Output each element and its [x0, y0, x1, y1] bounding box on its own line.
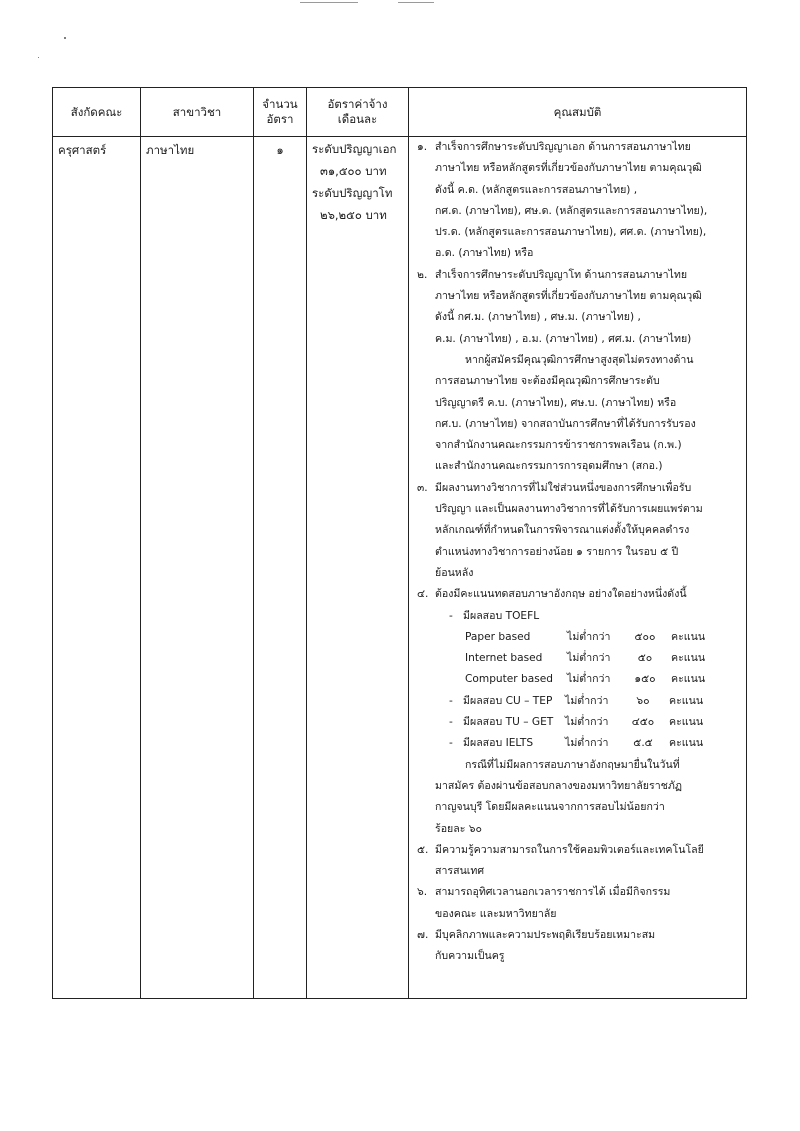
qualification-item-4: [415, 584, 740, 840]
score-value: ๔๕๐: [631, 716, 655, 729]
score-unit: คะแนน: [671, 630, 706, 643]
score-label: Paper based: [465, 630, 531, 643]
text-line: ย้อนหลัง: [435, 566, 474, 579]
text-line: อ.ด. (ภาษาไทย) หรือ: [435, 247, 534, 260]
table-row: [53, 137, 747, 999]
item-number: ๑.: [417, 141, 428, 153]
salary-line: ระดับปริญญาโท: [312, 186, 393, 200]
score-row: [435, 733, 740, 754]
cell-faculty: [53, 137, 141, 999]
score-label-text: มีผลสอบ CU – TEP: [463, 694, 553, 707]
cell-salary: [307, 137, 409, 999]
score-row: [435, 712, 740, 733]
score-value: ๕๐: [637, 652, 653, 665]
text-line: ปริญญาตรี ค.บ. (ภาษาไทย), ศษ.บ. (ภาษาไทย) หรือ: [435, 396, 677, 409]
score-comparator: ไม่ต่ำกว่า: [567, 652, 611, 665]
text-line: ต้องมีคะแนนทดสอบภาษาอังกฤษ อย่างใดอย่างหนึ่งดังนี้: [435, 588, 687, 601]
header-major: สาขาวิชา: [141, 88, 254, 137]
text-line: กับความเป็นครู: [435, 950, 505, 963]
dash-bullet: -: [449, 737, 453, 750]
qualification-item-7: [415, 925, 740, 968]
text-line: ของคณะ และมหาวิทยาลัย: [435, 907, 557, 920]
scan-artifact: [300, 2, 358, 3]
score-row: [435, 648, 740, 669]
toefl-label: [435, 606, 740, 627]
header-salary-text: อัตราค่าจ้าง เดือนละ: [327, 97, 388, 126]
item-number: ๓.: [417, 481, 428, 494]
text-line: จากสำนักงานคณะกรรมการข้าราชการพลเรือน (ก.พ.): [435, 439, 682, 452]
major-value: ภาษาไทย: [146, 143, 195, 157]
dash-bullet: -: [449, 716, 453, 729]
text-line: มาสมัคร ต้องผ่านข้อสอบกลางของมหาวิทยาลัยราชภัฏ: [435, 779, 682, 792]
header-count-text: จำนวน อัตรา: [262, 97, 298, 126]
score-value: ๖๐: [636, 694, 650, 707]
table-header-row: [53, 88, 747, 137]
text-line: สำเร็จการศึกษาระดับปริญญาเอก ด้านการสอนภาษาไทย: [435, 141, 691, 153]
header-salary: [307, 88, 409, 137]
score-label-text: มีผลสอบ TU – GET: [463, 716, 554, 729]
score-comparator: ไม่ต่ำกว่า: [565, 716, 609, 729]
text-line: ร้อยละ ๖๐: [435, 822, 482, 835]
toefl-label-text: มีผลสอบ TOEFL: [463, 609, 540, 622]
item-number: ๖.: [417, 886, 428, 899]
job-qualification-table: [52, 87, 747, 999]
header-count: [254, 88, 307, 137]
score-row: [435, 691, 740, 712]
text-line: กรณีที่ไม่มีผลการสอบภาษาอังกฤษมายื่นในวันที่: [465, 758, 680, 771]
scan-artifact: [398, 2, 434, 3]
item-number: ๕.: [417, 843, 429, 856]
salary-line: ๓๑,๕๐๐ บาท: [320, 164, 387, 178]
score-comparator: ไม่ต่ำกว่า: [567, 630, 611, 643]
score-label: Computer based: [465, 673, 554, 686]
qualification-item-1: [415, 137, 740, 265]
text-line: สำเร็จการศึกษาระดับปริญญาโท ด้านการสอนภาษาไทย: [435, 268, 688, 281]
text-line: หากผู้สมัครมีคุณวุฒิการศึกษาสูงสุดไม่ตรงทางด้าน: [465, 353, 694, 366]
text-line: ดังนี้ ค.ด. (หลักสูตรและการสอนภาษาไทย) ,: [435, 183, 638, 196]
text-line: กาญจนบุรี โดยมีผลคะแนนจากการสอบไม่น้อยกว่า: [435, 801, 665, 814]
score-row: [435, 627, 740, 648]
score-label: Internet based: [465, 652, 543, 665]
text-line: กศ.ด. (ภาษาไทย), ศษ.ด. (หลักสูตรและการสอนภาษาไทย),: [435, 204, 708, 217]
text-line: หลักเกณฑ์ที่กำหนดในการพิจารณาแต่งตั้งให้บุคคลดำรง: [435, 524, 690, 537]
score-unit: คะแนน: [669, 737, 704, 750]
item-number: ๔.: [417, 588, 429, 601]
text-line: ปร.ด. (หลักสูตรและการสอนภาษาไทย), ศศ.ด. (ภาษาไทย),: [435, 226, 707, 239]
text-line: ดังนี้ กศ.ม. (ภาษาไทย) , ศษ.ม. (ภาษาไทย) ,: [435, 311, 641, 324]
qualification-list: [409, 137, 746, 968]
text-line: ค.ม. (ภาษาไทย) , อ.ม. (ภาษาไทย) , ศศ.ม. (ภาษาไทย): [435, 332, 692, 345]
text-line: มีผลงานทางวิชาการที่ไม่ใช่ส่วนหนึ่งของการศึกษาเพื่อรับ: [435, 481, 692, 494]
score-unit: คะแนน: [671, 652, 706, 665]
text-line: สามารถอุทิศเวลานอกเวลาราชการได้ เมื่อมีกิจกรรม: [435, 886, 671, 899]
dash-bullet: -: [449, 694, 453, 707]
text-line: มีบุคลิกภาพและความประพฤติเรียบร้อยเหมาะสม: [435, 928, 656, 941]
qualification-item-5: [415, 840, 740, 883]
cell-major: [141, 137, 254, 999]
scan-speck: [64, 37, 66, 39]
score-value: ๕.๕: [633, 737, 653, 750]
count-value: ๑: [276, 143, 284, 157]
text-line: ปริญญา และเป็นผลงานทางวิชาการที่ได้รับการเผยแพร่ตาม: [435, 503, 703, 516]
text-line: การสอนภาษาไทย จะต้องมีคุณวุฒิการศึกษาระดับ: [435, 375, 660, 388]
score-value: ๑๕๐: [634, 673, 656, 686]
qualification-item-2: [415, 265, 740, 478]
score-comparator: ไม่ต่ำกว่า: [565, 737, 609, 750]
score-unit: คะแนน: [671, 673, 706, 686]
score-label: [449, 733, 565, 754]
item-number: ๒.: [417, 268, 428, 281]
cell-qualifications: [409, 137, 747, 999]
text-line: ภาษาไทย หรือหลักสูตรที่เกี่ยวข้องกับภาษาไทย ตามคุณวุฒิ: [435, 162, 702, 175]
text-line: สารสนเทศ: [435, 865, 485, 878]
score-label: [449, 691, 565, 712]
salary-line: ๒๖,๒๕๐ บาท: [320, 208, 387, 222]
score-value: ๕๐๐: [634, 630, 656, 643]
score-comparator: ไม่ต่ำกว่า: [565, 694, 609, 707]
score-label-text: มีผลสอบ IELTS: [463, 737, 534, 750]
scan-speck: [38, 57, 39, 58]
cell-count: [254, 137, 307, 999]
header-faculty: สังกัดคณะ: [53, 88, 141, 137]
score-label: [449, 712, 565, 733]
salary-block: [307, 137, 408, 228]
score-unit: คะแนน: [669, 716, 704, 729]
score-comparator: ไม่ต่ำกว่า: [567, 673, 611, 686]
text-line: กศ.บ. (ภาษาไทย) จากสถาบันการศึกษาที่ได้รับการรับรอง: [435, 417, 696, 430]
text-line: และสำนักงานคณะกรรมการการอุดมศึกษา (สกอ.): [435, 460, 663, 473]
salary-line: ระดับปริญญาเอก: [312, 142, 397, 156]
dash-bullet: -: [449, 609, 453, 622]
item-number: ๗.: [417, 928, 429, 941]
header-qualification: คุณสมบัติ: [409, 88, 747, 137]
qualification-item-3: [415, 478, 740, 584]
text-line: มีความรู้ความสามารถในการใช้คอมพิวเตอร์และเทคโนโลยี: [435, 843, 704, 856]
score-row: [435, 669, 740, 690]
faculty-value: ครุศาสตร์: [58, 143, 107, 157]
text-line: ตำแหน่งทางวิชาการอย่างน้อย ๑ รายการ ในรอบ ๕ ปี: [435, 545, 679, 558]
score-unit: คะแนน: [669, 694, 704, 707]
qualification-item-6: [415, 882, 740, 925]
text-line: ภาษาไทย หรือหลักสูตรที่เกี่ยวข้องกับภาษาไทย ตามคุณวุฒิ: [435, 290, 702, 303]
